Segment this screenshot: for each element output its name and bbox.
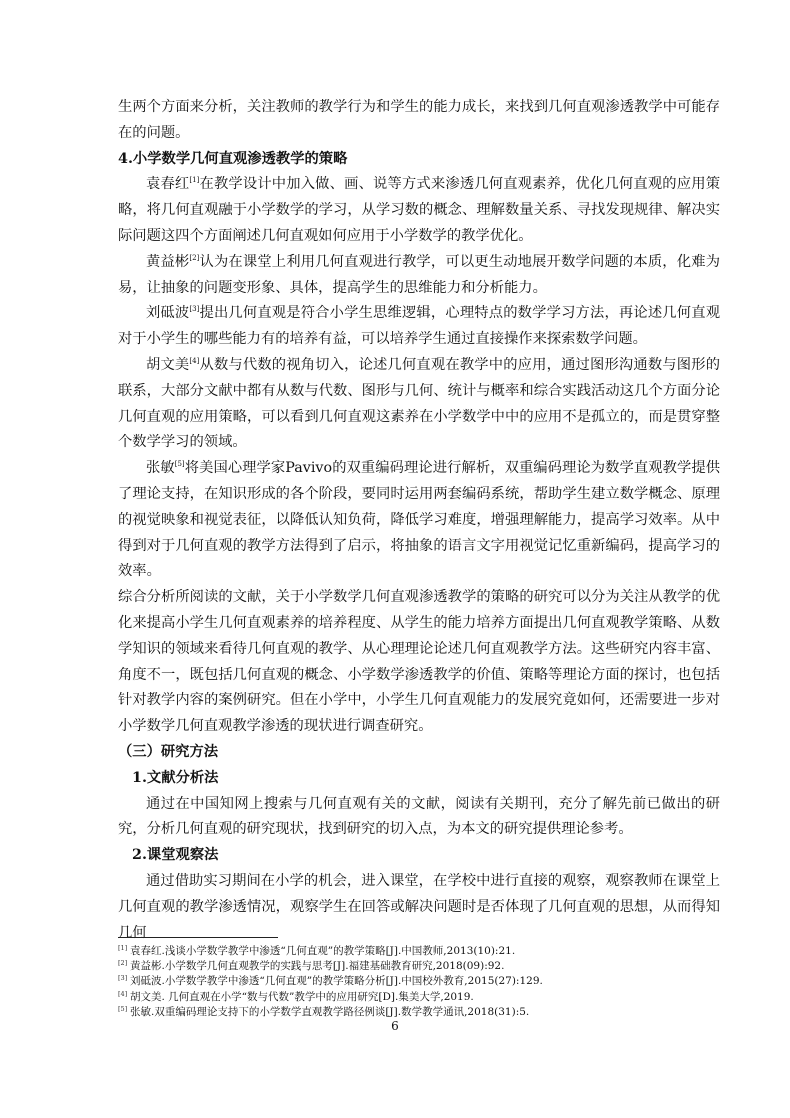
author-name: 胡文美 bbox=[146, 356, 190, 373]
body-text bbox=[118, 95, 720, 946]
footnote-text: 袁春红.浅谈小学数学教学中渗透“几何直观”的教学策略[J].中国教师,2013(10):21. bbox=[130, 945, 516, 957]
footnote-ref-4[interactable]: [4] bbox=[189, 356, 200, 365]
footnote-ref-2[interactable]: [2] bbox=[189, 253, 200, 262]
section-heading-methods: （三）研究方法 bbox=[118, 743, 219, 760]
footnote-item: [5] 张敏.双重编码理论支持下的小学数学直观教学路径例谈[J].数学教学通讯,2018(31):5. bbox=[118, 1004, 530, 1018]
footnote-text: 胡文美. 几何直观在小学“数与代数”教学中的应用研究[D].集美大学,2019. bbox=[130, 990, 474, 1003]
paragraph-text: 在教学设计中加入做、画、说等方式来渗透几何直观素养，优化几何直观的应用策略，将几何直观融于小学数学的学习，从学习数的概念、理解数量关系、寻找发现规律、解决实际问题这四个方面阐述几何直观如何应用于小学数学的教学优化。 bbox=[118, 176, 720, 244]
paragraph-summary: 综合分析所阅读的文献，关于小学数学几何直观渗透教学的策略的研究可以分为关注从教学的优化来提高小学生几何直观素养的培养程度、从学生的能力培养方面提出几何直观教学策略、从数学知识的领域来看待几何直观的教学、从心理理论论述几何直观教学方法。这些研究内容丰富、角度不一，既包括几何直观的概念、小学数学渗透教学的价值、策略等理论方面的探讨，也包括针对教学内容的案例研究。但在小学中，小学生几何直观能力的发展究竟如何，还需要进一步对小学数学几何直观教学渗透的现状进行调查研究。 bbox=[118, 589, 720, 735]
paragraph-yuan-chunhong bbox=[118, 172, 720, 249]
footnote-ref-5[interactable]: [5] bbox=[174, 460, 185, 469]
paragraph-text: 认为在课堂上利用几何直观进行教学，可以更生动地展开数学问题的本质，化难为易，让抽象的问题变形象、具体，提高学生的思维能力和分析能力。 bbox=[118, 253, 720, 296]
paragraph-text: 从数与代数的视角切入，论述几何直观在教学中的应用，通过图形沟通数与图形的联系，大部分文献中都有从数与代数、图形与几何、统计与概率和综合实践活动这几个方面分论几何直观的应用策略，可以看到几何直观这素养在小学数学中中的应用不是孤立的，而是贯穿整个数学学习的领域。 bbox=[118, 356, 720, 451]
paragraph-huang-yibin bbox=[118, 250, 720, 302]
footnote-text: 黄益彬.小学数学几何直观教学的实践与思考[J].福建基础教育研究,2018(09):92. bbox=[130, 960, 505, 973]
paragraph-liu-dibo bbox=[118, 301, 720, 353]
footnote-item: [4] 胡文美. 几何直观在小学“数与代数”教学中的应用研究[D].集美大学,2019. bbox=[118, 989, 474, 1003]
footnote-text: 张敏.双重编码理论支持下的小学数学直观教学路径例谈[J].数学教学通讯,2018(31):5. bbox=[130, 1005, 530, 1018]
footnote-ref-3[interactable]: [3] bbox=[189, 305, 200, 314]
author-name: 张敏 bbox=[146, 460, 175, 477]
author-name: 黄益彬 bbox=[146, 253, 190, 270]
subheading-classroom-observation: 2.课堂观察法 bbox=[132, 847, 219, 864]
footnote-item: [2] 黄益彬.小学数学几何直观教学的实践与思考[J].福建基础教育研究,2018(09):92. bbox=[118, 959, 505, 973]
footnote-item: [3] 刘砥波.小学数学教学中渗透“几何直观”的教学策略分析[J].中国校外教育,2015(27):129. bbox=[118, 974, 543, 988]
footnote-divider bbox=[118, 937, 278, 938]
paragraph-zhang-min bbox=[118, 456, 720, 585]
author-name: 袁春红 bbox=[146, 176, 190, 193]
paragraph-text: 提出几何直观是符合小学生思维逻辑，心理特点的数学学习方法，再论述几何直观对于小学生的哪些能力有的培养有益，可以培养学生通过直接操作来探索数学问题。 bbox=[118, 305, 720, 348]
page-number: 6 bbox=[391, 1019, 399, 1033]
paragraph-continuation: 生两个方面来分析，关注教师的教学行为和学生的能力成长，来找到几何直观渗透教学中可能存在的问题。 bbox=[118, 99, 720, 141]
author-name: 刘砥波 bbox=[146, 305, 190, 322]
footnote-ref-1[interactable]: [1] bbox=[189, 176, 200, 185]
paragraph-literature-method: 通过在中国知网上搜索与几何直观有关的文献，阅读有关期刊，充分了解先前已做出的研究，分析几何直观的研究现状，找到研究的切入点，为本文的研究提供理论参考。 bbox=[118, 795, 720, 838]
footnote-item: [1] 袁春红.浅谈小学数学教学中渗透“几何直观”的教学策略[J].中国教师,2013(10):21. bbox=[118, 944, 516, 957]
paragraph-text: 将美国心理学家Pavivo的双重编码理论进行解析，双重编码理论为数学直观教学提供了理论支持，在知识形成的各个阶段，要同时运用两套编码系统，帮助学生建立数学概念、原理的视觉映象和视觉表征，以降低认知负荷，降低学习难度，增强理解能力，提高学习效率。从中得到对于几何直观的教学方法得到了启示，将抽象的语言文字用视觉记忆重新编码，提高学习的效率。 bbox=[118, 460, 720, 580]
footnotes bbox=[118, 944, 720, 1020]
section-heading-strategies: 4.小学数学几何直观渗透教学的策略 bbox=[118, 150, 348, 167]
subheading-literature-analysis: 1.文献分析法 bbox=[132, 769, 219, 786]
paragraph-hu-wenmei bbox=[118, 353, 720, 456]
footnote-text: 刘砥波.小学数学教学中渗透“几何直观”的教学策略分析[J].中国校外教育,2015(27):129. bbox=[130, 975, 543, 988]
paragraph-observation-method: 通过借助实习期间在小学的机会，进入课堂，在学校中进行直接的观察，观察教师在课堂上几何直观的教学渗透情况，观察学生在回答或解决问题时是否体现了几何直观的思想，从而得知几何 bbox=[118, 872, 720, 941]
